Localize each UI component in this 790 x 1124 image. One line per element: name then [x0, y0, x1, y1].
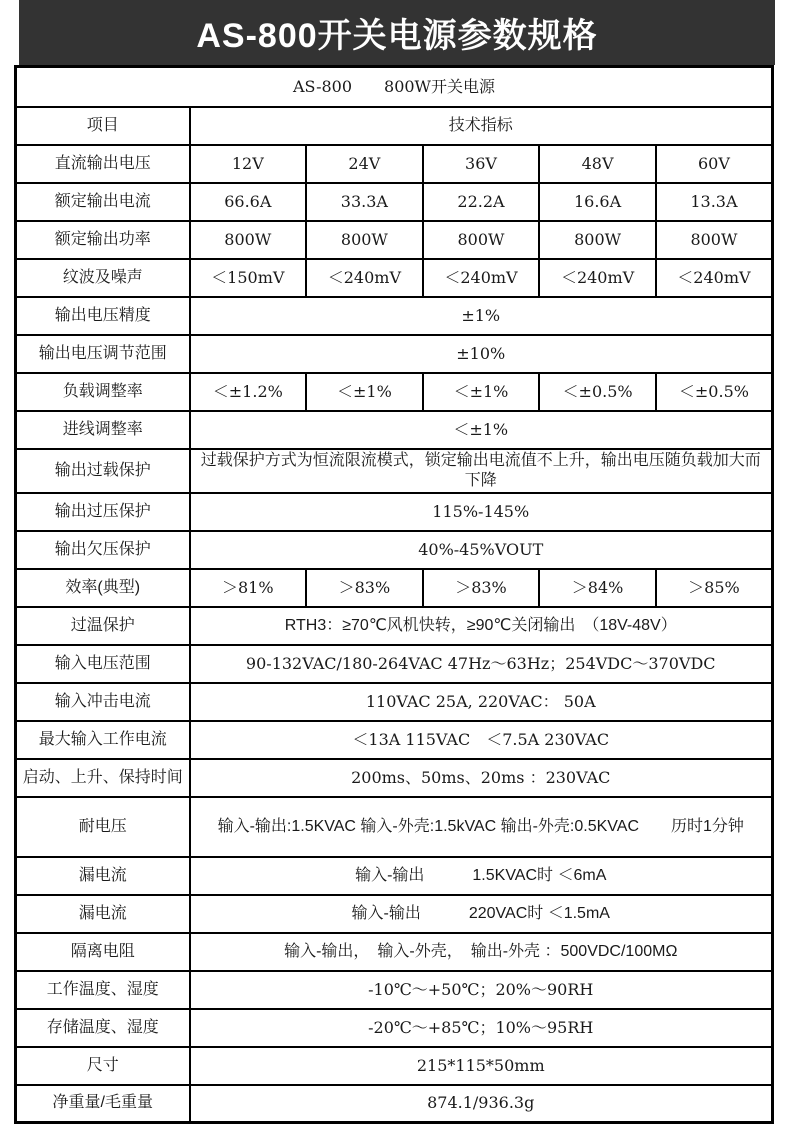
spec-value: 13.3A: [656, 183, 773, 221]
table-row: [16, 933, 773, 971]
table-row: [16, 1009, 773, 1047]
spec-value: 22.2A: [423, 183, 540, 221]
spec-value: ＜240mV: [423, 259, 540, 297]
spec-value: ＞83%: [423, 569, 540, 607]
row-label: 额定输出功率: [16, 221, 190, 259]
table-row: [16, 449, 773, 493]
table-row: [16, 721, 773, 759]
spec-value: 16.6A: [539, 183, 656, 221]
spec-value: 800W: [656, 221, 773, 259]
row-label: 进线调整率: [16, 411, 190, 449]
spec-value: ＜±0.5%: [539, 373, 656, 411]
spec-value: ＜±1%: [190, 411, 773, 449]
spec-value: 输入-输出:1.5KVAC 输入-外壳:1.5kVAC 输出-外壳:0.5KVAC 历时1分钟: [190, 797, 773, 857]
row-label: 工作温度、湿度: [16, 971, 190, 1009]
spec-value: 800W: [190, 221, 307, 259]
spec-value: 800W: [306, 221, 423, 259]
table-row: [16, 857, 773, 895]
row-label: 过温保护: [16, 607, 190, 645]
spec-value: ＜240mV: [656, 259, 773, 297]
row-label: 输出过压保护: [16, 493, 190, 531]
spec-value: 12V: [190, 145, 307, 183]
spec-value: 24V: [306, 145, 423, 183]
table-row: [16, 297, 773, 335]
spec-value: 800W: [423, 221, 540, 259]
spec-value: 48V: [539, 145, 656, 183]
spec-value: 110VAC 25A, 220VAC： 50A: [190, 683, 773, 721]
spec-value: 输入-输出 220VAC时 ＜1.5mA: [190, 895, 773, 933]
table-row: [16, 259, 773, 297]
table-row: [16, 335, 773, 373]
row-label: 输出过载保护: [16, 449, 190, 493]
spec-value: 60V: [656, 145, 773, 183]
row-label: 输出欠压保护: [16, 531, 190, 569]
table-row: [16, 645, 773, 683]
row-label: 尺寸: [16, 1047, 190, 1085]
table-row: [16, 373, 773, 411]
spec-value: ＞81%: [190, 569, 307, 607]
spec-value: 36V: [423, 145, 540, 183]
spec-value: ＜240mV: [306, 259, 423, 297]
row-label: 输出电压精度: [16, 297, 190, 335]
column-header-spec: 技术指标: [190, 107, 773, 145]
spec-value: -20℃～+85℃；10%～95RH: [190, 1009, 773, 1047]
header-row: [16, 107, 773, 145]
spec-value: ＞84%: [539, 569, 656, 607]
spec-value: -10℃～+50℃；20%～90RH: [190, 971, 773, 1009]
table-row: [16, 683, 773, 721]
table-row: [16, 895, 773, 933]
row-label: 负载调整率: [16, 373, 190, 411]
row-label: 输入冲击电流: [16, 683, 190, 721]
spec-value: ＜±1%: [423, 373, 540, 411]
row-label: 额定输出电流: [16, 183, 190, 221]
spec-value: 215*115*50mm: [190, 1047, 773, 1085]
spec-value: 200ms、50ms、20ms ：230VAC: [190, 759, 773, 797]
row-label: 隔离电阻: [16, 933, 190, 971]
table-row: [16, 797, 773, 857]
spec-value: 输入-输出 1.5KVAC时 ＜6mA: [190, 857, 773, 895]
table-row: [16, 971, 773, 1009]
spec-value: 输入-输出， 输入-外壳， 输出-外壳 ：500VDC/100MΩ: [190, 933, 773, 971]
title-banner: [19, 0, 775, 65]
table-row: [16, 569, 773, 607]
spec-value: 800W: [539, 221, 656, 259]
row-label: 输入电压范围: [16, 645, 190, 683]
spec-value: 115%-145%: [190, 493, 773, 531]
row-label: 漏电流: [16, 857, 190, 895]
table-row: [16, 183, 773, 221]
spec-value: ＞83%: [306, 569, 423, 607]
spec-value: 90-132VAC/180-264VAC 47Hz～63Hz；254VDC～370VDC: [190, 645, 773, 683]
spec-value: ＜240mV: [539, 259, 656, 297]
row-label: 效率(典型): [16, 569, 190, 607]
spec-value: 40%-45%VOUT: [190, 531, 773, 569]
table-row: [16, 221, 773, 259]
subtitle-row: [16, 67, 773, 107]
table-row: [16, 145, 773, 183]
table-row: [16, 411, 773, 449]
spec-table: [14, 65, 774, 1124]
spec-value: 874.1/936.3g: [190, 1085, 773, 1123]
row-label: 纹波及噪声: [16, 259, 190, 297]
row-label: 漏电流: [16, 895, 190, 933]
row-label: 净重量/毛重量: [16, 1085, 190, 1123]
row-label: 直流输出电压: [16, 145, 190, 183]
table-row: [16, 531, 773, 569]
table-row: [16, 759, 773, 797]
row-label: 最大输入工作电流: [16, 721, 190, 759]
table-row: [16, 1047, 773, 1085]
row-label: 存储温度、湿度: [16, 1009, 190, 1047]
spec-value: ±1%: [190, 297, 773, 335]
row-label: 启动、上升、保持时间: [16, 759, 190, 797]
spec-value: ＜±1%: [306, 373, 423, 411]
spec-value: ＜150mV: [190, 259, 307, 297]
table-row: [16, 1085, 773, 1123]
row-label: 输出电压调节范围: [16, 335, 190, 373]
spec-value: ＞85%: [656, 569, 773, 607]
spec-value: ±10%: [190, 335, 773, 373]
spec-value: 66.6A: [190, 183, 307, 221]
product-subtitle: AS-800 800W开关电源: [16, 67, 773, 107]
row-label: 耐电压: [16, 797, 190, 857]
column-header-item: 项目: [16, 107, 190, 145]
spec-value: 过载保护方式为恒流限流模式，锁定输出电流值不上升，输出电压随负载加大而下降: [190, 449, 773, 493]
spec-value: 33.3A: [306, 183, 423, 221]
page-title: AS-800开关电源参数规格: [196, 17, 598, 55]
spec-value: ＜13A 115VAC ＜7.5A 230VAC: [190, 721, 773, 759]
table-row: [16, 493, 773, 531]
spec-value: ＜±1.2%: [190, 373, 307, 411]
table-row: [16, 607, 773, 645]
spec-value: RTH3：≥70℃风机快转，≥90℃关闭输出 （18V-48V）: [190, 607, 773, 645]
spec-value: ＜±0.5%: [656, 373, 773, 411]
